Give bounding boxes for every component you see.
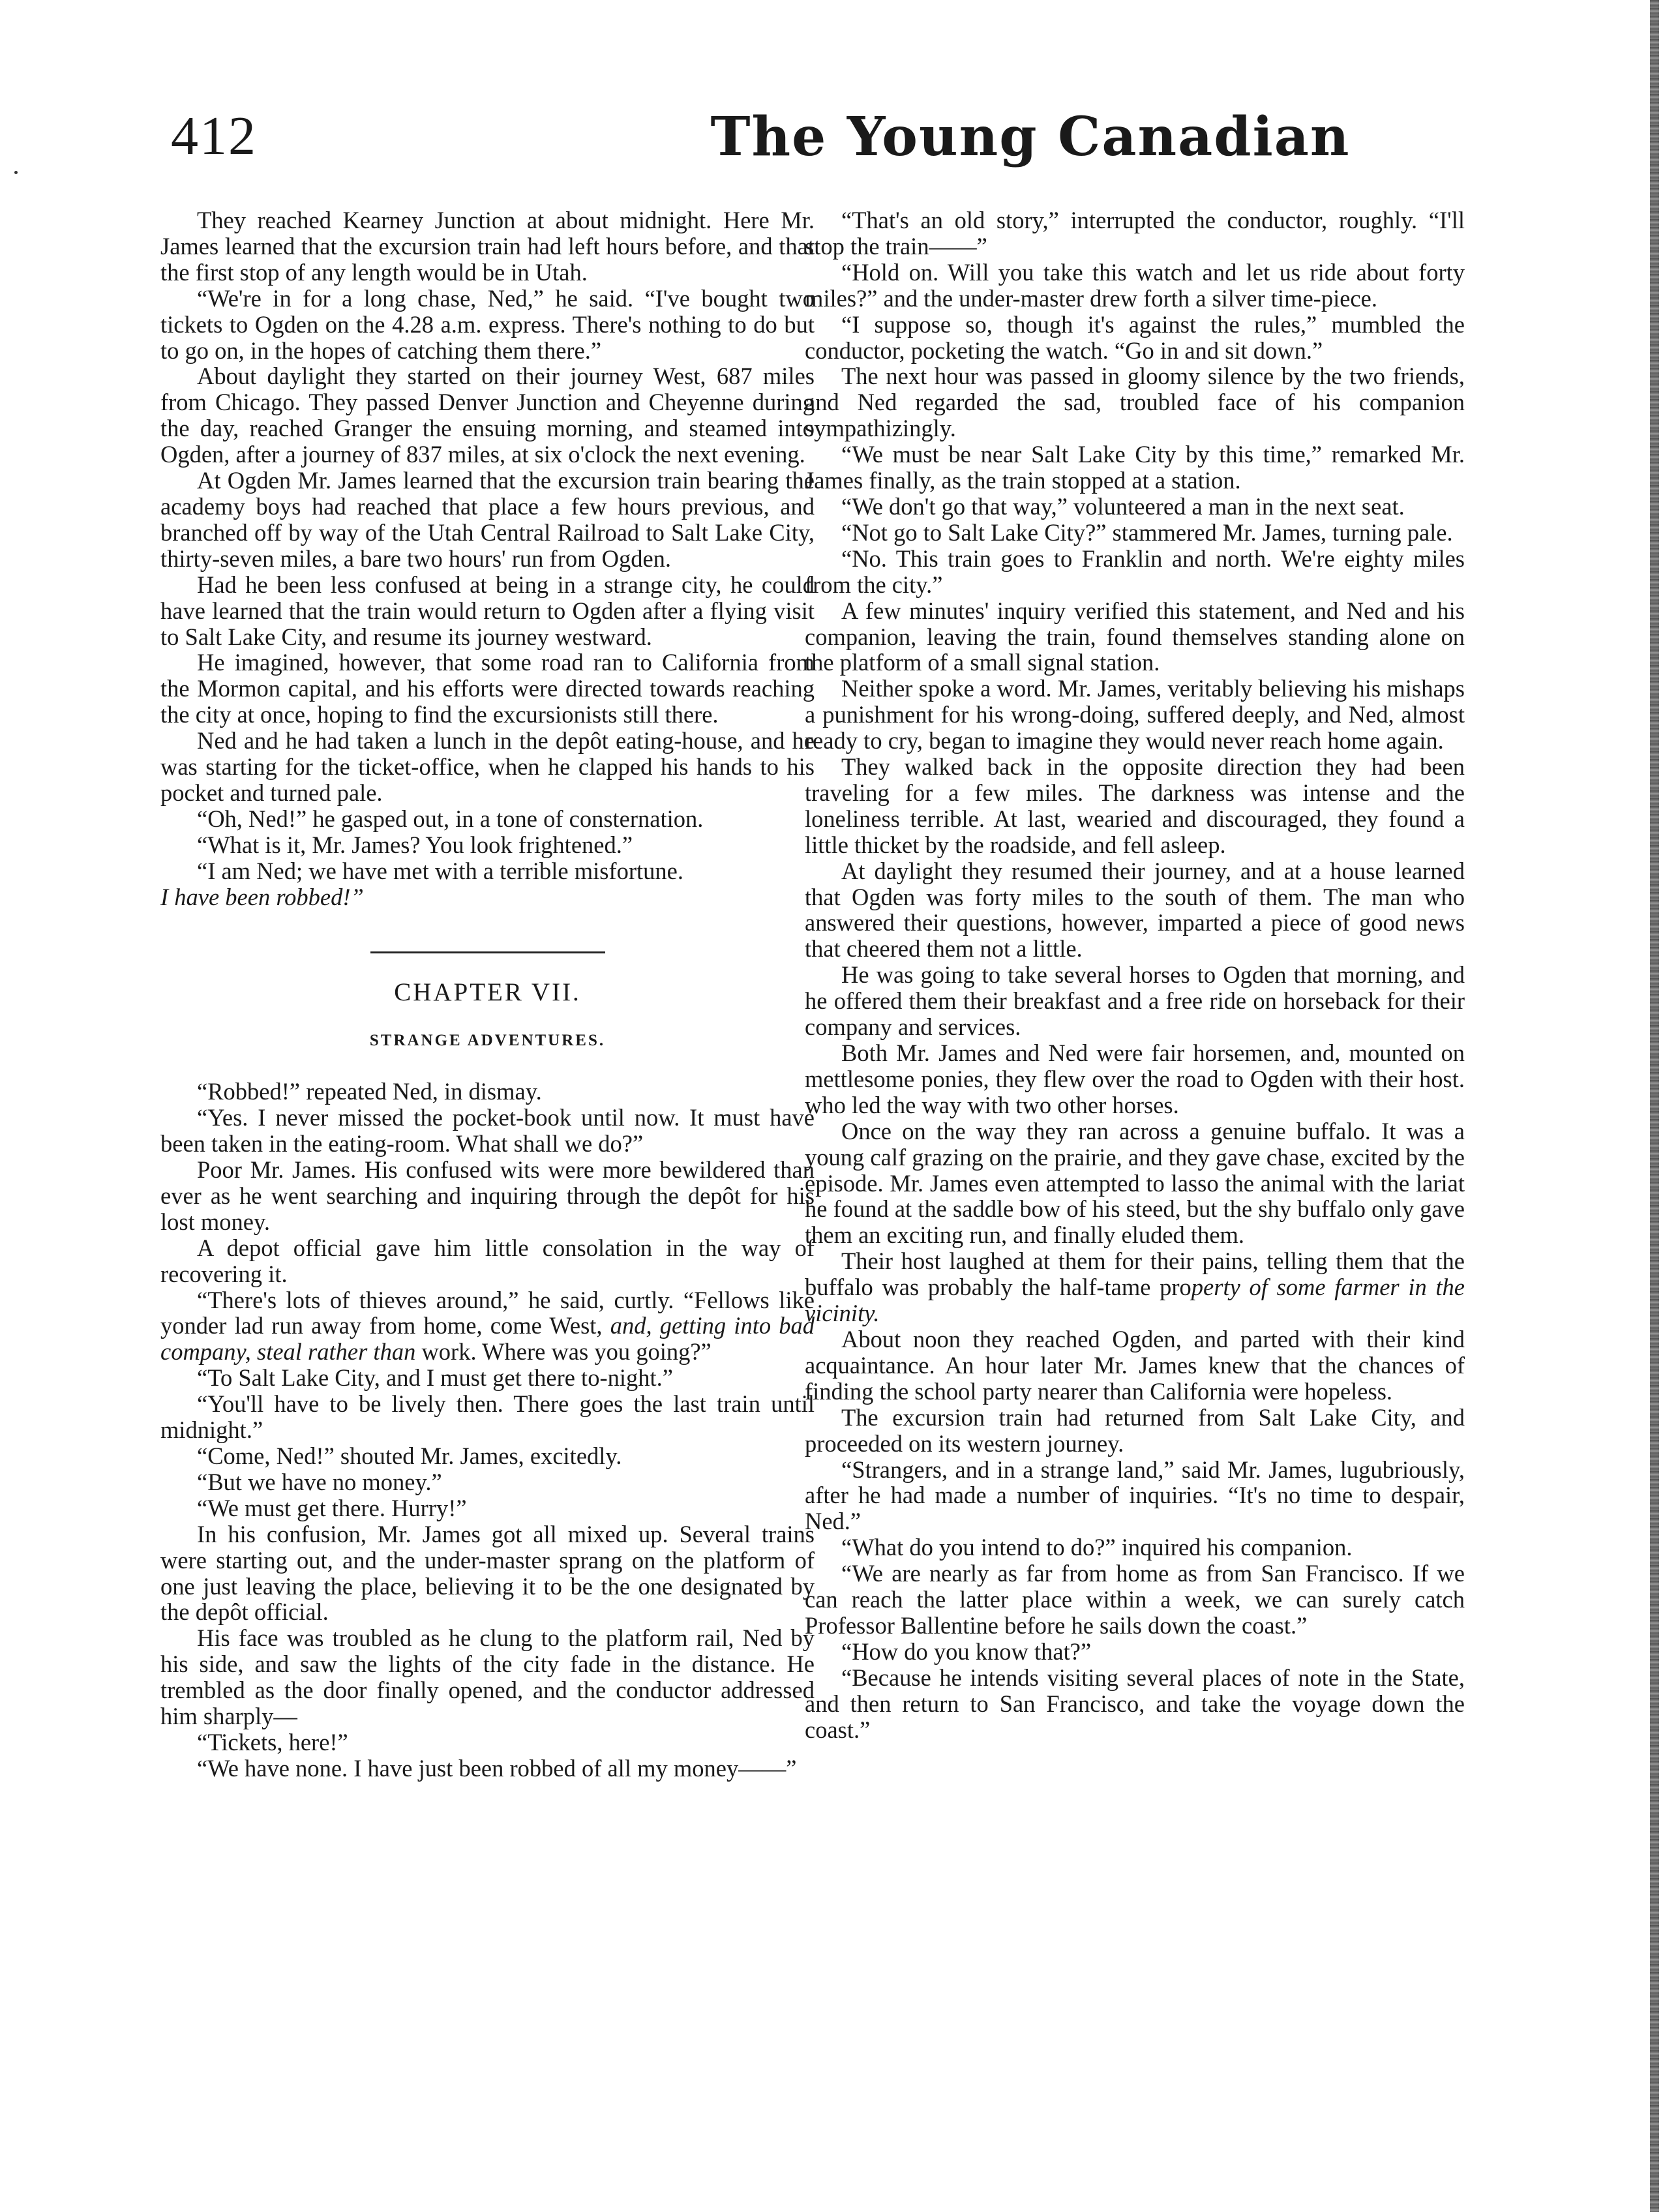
paragraph: “How do you know that?”	[841, 1637, 1092, 1665]
page-number: 412	[171, 106, 257, 166]
paragraph: “Robbed!” repeated Ned, in dismay.	[197, 1078, 542, 1105]
left-paragraphs-before	[160, 207, 815, 884]
paragraph: “Yes. I never missed the pocket-book until now. It must have been taken in the eating-room. What shall we do?”	[160, 1104, 815, 1158]
paragraph: “I am Ned; we have met with a terrible misfortune.	[197, 857, 683, 884]
paragraph: Neither spoke a word. Mr. James, veritably believing his mishaps a punishment for his wrong-doing, suffered deeply, and Ned, almost ready to cry, began to imagine they would never reach home again.	[805, 675, 1465, 755]
paragraph: “We must get there. Hurry!”	[197, 1494, 467, 1521]
paragraph: Once on the way they ran across a genuine buffalo. It was a young calf grazing on the prairie, and they gave chase, excited by the episode. Mr. James even attempted to lasso the animal with the lariat he found at the saddle bow of his steed, but the shy buffalo only gave them an exciting run, and finally eluded them.	[805, 1117, 1465, 1249]
scan-edge	[1650, 0, 1659, 2212]
text-run: work. Where was you going?”	[415, 1338, 712, 1366]
paragraph: “We're in for a long chase, Ned,” he said. “I've bought two tickets to Ogden on the 4.28 a.m. express. There's nothing to do but to go on, in the hopes of catching them there.”	[160, 284, 815, 364]
paragraph: “We have none. I have just been robbed of all my money——”	[197, 1754, 797, 1782]
paragraph: “We are nearly as far from home as from San Francisco. If we can reach the latter place within a week, we can surely catch Professor Ballentine before he sails down the coast.”	[805, 1560, 1465, 1639]
paragraph: He was going to take several horses to Ogden that morning, and he offered them their breakfast and a free ride on horseback for their company and services.	[805, 961, 1465, 1041]
paragraph: “That's an old story,” interrupted the conductor, roughly. “I'll stop the train——”	[805, 207, 1465, 260]
paragraph: “What do you intend to do?” inquired his companion.	[841, 1534, 1353, 1561]
paragraph: “We must be near Salt Lake City by this time,” remarked Mr. James finally, as the train stopped at a station.	[805, 441, 1465, 494]
paragraph: “No. This train goes to Franklin and north. We're eighty miles from the city.”	[805, 545, 1465, 598]
paragraph: They reached Kearney Junction at about midnight. Here Mr. James learned that the excursion train had left hours before, and that the first stop of any length would be in Utah.	[160, 207, 815, 286]
italic-line: I have been robbed!”	[160, 883, 364, 910]
paragraph: Ned and he had taken a lunch in the depôt eating-house, and he was starting for the ticket-office, when he clapped his hands to his pocket and turned pale.	[160, 727, 815, 806]
chapter-heading: CHAPTER VII.	[394, 978, 581, 1007]
paragraph: Had he been less confused at being in a strange city, he could have learned that the train would return to Ogden after a flying visit to Salt Lake City, and resume its journey westward.	[160, 571, 815, 650]
italic-run: perty of some farmer in the vicinity.	[805, 1274, 1465, 1327]
paragraph: “We don't go that way,” volunteered a man in the next seat.	[841, 492, 1405, 520]
paragraph: “But we have no money.”	[197, 1468, 442, 1495]
paragraph: Poor Mr. James. His confused wits were more bewildered than ever as he went searching and inquiring through the depôt for his lost money.	[160, 1156, 815, 1235]
paragraph	[805, 1248, 1465, 1326]
chapter-subtitle: STRANGE ADVENTURES.	[369, 1032, 606, 1050]
paragraph	[160, 1287, 815, 1366]
paragraph: His face was troubled as he clung to the platform rail, Ned by his side, and saw the lights of the city fade in the distance. He trembled as the door finally opened, and the conductor addressed him sharply—	[160, 1624, 815, 1730]
text-run: “There's lots of thieves around,” he said, curtly. “Fellows like yonder lad run away from home, come West,	[160, 1286, 815, 1339]
paragraph: “You'll have to be lively then. There goes the last train until midnight.”	[160, 1390, 815, 1444]
paragraph: “To Salt Lake City, and I must get there to-night.”	[197, 1364, 673, 1392]
paragraph: They walked back in the opposite direction they had been traveling for a few miles. The darkness was intense and the loneliness terrible. At last, wearied and discouraged, they found a little thicket by the roadside, and fell asleep.	[805, 753, 1465, 858]
paragraph: At daylight they resumed their journey, and at a house learned that Ogden was forty miles to the south of them. The man who answered their questions, however, imparted a piece of good news that cheered them not a little.	[805, 857, 1465, 963]
right-column	[805, 207, 1465, 1742]
paragraph: At Ogden Mr. James learned that the excursion train bearing the academy boys had reached that place a few hours previous, and branched off by way of the Utah Central Railroad to Salt Lake City, thirty-seven miles, a bare two hours' run from Ogden.	[160, 467, 815, 572]
paragraph: About daylight they started on their journey West, 687 miles from Chicago. They passed Denver Junction and Cheyenne during the day, reached Granger the ensuing morning, and steamed into Ogden, after a journey of 837 miles, at six o'clock the next evening.	[160, 363, 815, 468]
margin-speck	[14, 171, 18, 174]
paragraph: “What is it, Mr. James? You look frightened.”	[197, 831, 633, 858]
text-run: Their host laughed at them for their pains, telling them that the buffalo was probably the half-tame pro	[805, 1248, 1465, 1301]
paragraph: The next hour was passed in gloomy silence by the two friends, and Ned regarded the sad, troubled face of his companion sympathizingly.	[805, 363, 1465, 442]
paragraph: “Strangers, and in a strange land,” said Mr. James, lugubriously, after he had made a number of inquiries. “It's no time to despair, Ned.”	[805, 1456, 1465, 1535]
paragraph: About noon they reached Ogden, and parted with their kind acquaintance. An hour later Mr. James knew that the chances of finding the school party nearer than California were hopeless.	[805, 1325, 1465, 1405]
left-column	[160, 207, 815, 1782]
paragraph: In his confusion, Mr. James got all mixed up. Several trains were starting out, and the under-master sprang on the platform of one just leaving the place, believing it to be the one designated by the depôt official.	[160, 1520, 815, 1626]
paragraph: “I suppose so, though it's against the rules,” mumbled the conductor, pocketing the watch. “Go in and sit down.”	[805, 310, 1465, 364]
paragraph: “Hold on. Will you take this watch and let us ride about forty miles?” and the under-master drew forth a silver time-piece.	[805, 258, 1465, 312]
italic-run: and, getting into bad company, steal rather than	[160, 1312, 815, 1366]
chapter-divider	[370, 951, 605, 953]
paragraph: “Oh, Ned!” he gasped out, in a tone of consternation.	[197, 805, 704, 832]
paragraph: He imagined, however, that some road ran to California from the Mormon capital, and his efforts were directed towards reaching the city at once, hoping to find the excursionists still there.	[160, 649, 815, 728]
paragraph: Both Mr. James and Ned were fair horsemen, and, mounted on mettlesome ponies, they flew over the road to Ogden with their host. who led the way with two other horses.	[805, 1039, 1465, 1118]
paragraph: “Because he intends visiting several places of note in the State, and then return to San Francisco, and take the voyage down the coast.”	[805, 1664, 1465, 1743]
paragraph	[160, 884, 815, 910]
paragraph: “Not go to Salt Lake City?” stammered Mr. James, turning pale.	[841, 518, 1453, 546]
page-title: The Young Canadian	[710, 106, 1351, 168]
paragraph: “Come, Ned!” shouted Mr. James, excitedly.	[197, 1442, 622, 1469]
paragraph: The excursion train had returned from Salt Lake City, and proceeded on its western journey.	[805, 1403, 1465, 1457]
paragraph: A few minutes' inquiry verified this statement, and Ned and his companion, leaving the train, found themselves standing alone on the platform of a small signal station.	[805, 597, 1465, 676]
right-paragraphs-before	[805, 207, 1465, 1248]
paragraph: “Tickets, here!”	[197, 1728, 348, 1756]
right-paragraphs-after	[805, 1326, 1465, 1743]
left-paragraphs-after	[160, 1365, 815, 1782]
paragraph: A depot official gave him little consolation in the way of recovering it.	[160, 1234, 815, 1287]
